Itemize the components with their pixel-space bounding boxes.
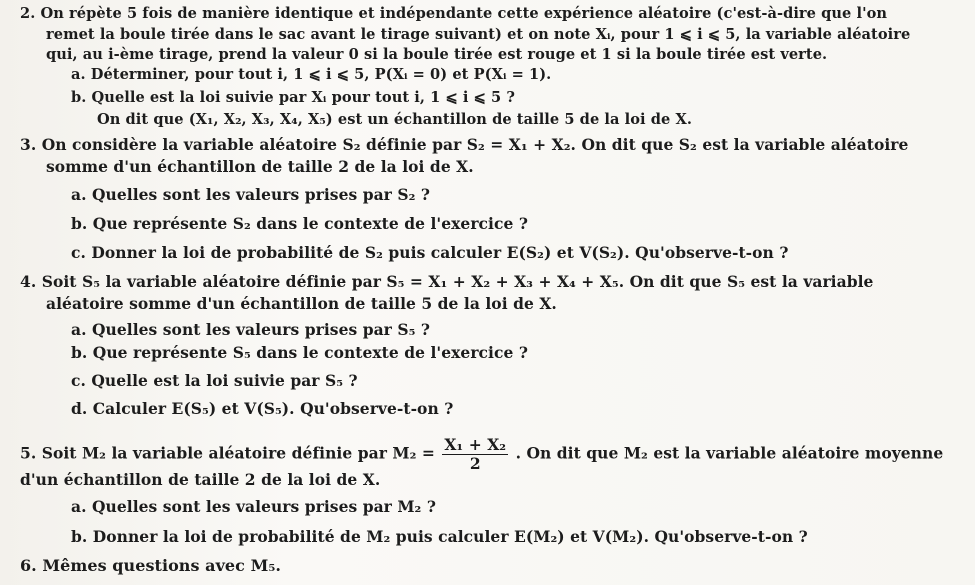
q3-item-c: c. Donner la loi de probabilité de S₂ puis calculer E(S₂) et V(S₂). Qu'observe-t-on ?: [71, 243, 789, 262]
q2-line-3: qui, au i-ème tirage, prend la valeur 0 si la boule tirée est rouge et 1 si la boule tirée est verte.: [46, 46, 828, 63]
q4-line-2: aléatoire somme d'un échantillon de taille 5 de la loi de X.: [46, 294, 557, 313]
fraction-numerator: X₁ + X₂: [444, 435, 507, 454]
q2-line-2: remet la boule tirée dans le sac avant le tirage suivant) et on note Xᵢ, pour 1 ⩽ i ⩽ 5, la variable aléatoire: [46, 26, 911, 43]
q3-line-1: 3. On considère la variable aléatoire S₂ définie par S₂ = X₁ + X₂. On dit que S₂ est la variable aléatoire: [20, 135, 909, 154]
q4-line-1: 4. Soit S₅ la variable aléatoire définie par S₅ = X₁ + X₂ + X₃ + X₄ + X₅. On dit que S₅ est la variable: [20, 272, 874, 291]
q5-line-1-end: . On dit que M₂ est la variable aléatoire moyenne: [515, 443, 944, 463]
q2-line-1: 2. On répète 5 fois de manière identique et indépendante cette expérience aléatoire (c'est-à-dire que l'on: [20, 5, 888, 22]
q2-item-a: a. Déterminer, pour tout i, 1 ⩽ i ⩽ 5, P(Xᵢ = 0) et P(Xᵢ = 1).: [71, 66, 552, 83]
q3-item-a: a. Quelles sont les valeurs prises par S₂ ?: [71, 185, 431, 204]
mean-fraction: [442, 436, 508, 473]
q5-line-2: d'un échantillon de taille 2 de la loi de X.: [20, 470, 381, 489]
q4-item-a: a. Quelles sont les valeurs prises par S₅ ?: [71, 320, 431, 339]
q4-item-c: c. Quelle est la loi suivie par S₅ ?: [71, 371, 358, 390]
q2-item-b: b. Quelle est la loi suivie par Xᵢ pour tout i, 1 ⩽ i ⩽ 5 ?: [71, 89, 515, 106]
q3-item-b: b. Que représente S₂ dans le contexte de l'exercice ?: [71, 214, 528, 233]
q5-item-a: a. Quelles sont les valeurs prises par M₂ ?: [71, 497, 436, 516]
q4-item-b: b. Que représente S₅ dans le contexte de l'exercice ?: [71, 343, 528, 362]
q5-line-1: [20, 436, 943, 473]
fraction-denominator: 2: [469, 454, 481, 473]
q5-line-1-start: 5. Soit M₂ la variable aléatoire définie par M₂ =: [20, 443, 435, 463]
q2-item-b-note: On dit que (X₁, X₂, X₃, X₄, X₅) est un échantillon de taille 5 de la loi de X.: [97, 111, 692, 128]
q3-line-2: somme d'un échantillon de taille 2 de la loi de X.: [46, 157, 474, 176]
q6-line-1: 6. Mêmes questions avec M₅.: [20, 556, 282, 575]
q5-item-b: b. Donner la loi de probabilité de M₂ puis calculer E(M₂) et V(M₂). Qu'observe-t-on ?: [71, 527, 808, 546]
q4-item-d: d. Calculer E(S₅) et V(S₅). Qu'observe-t-on ?: [71, 399, 454, 418]
